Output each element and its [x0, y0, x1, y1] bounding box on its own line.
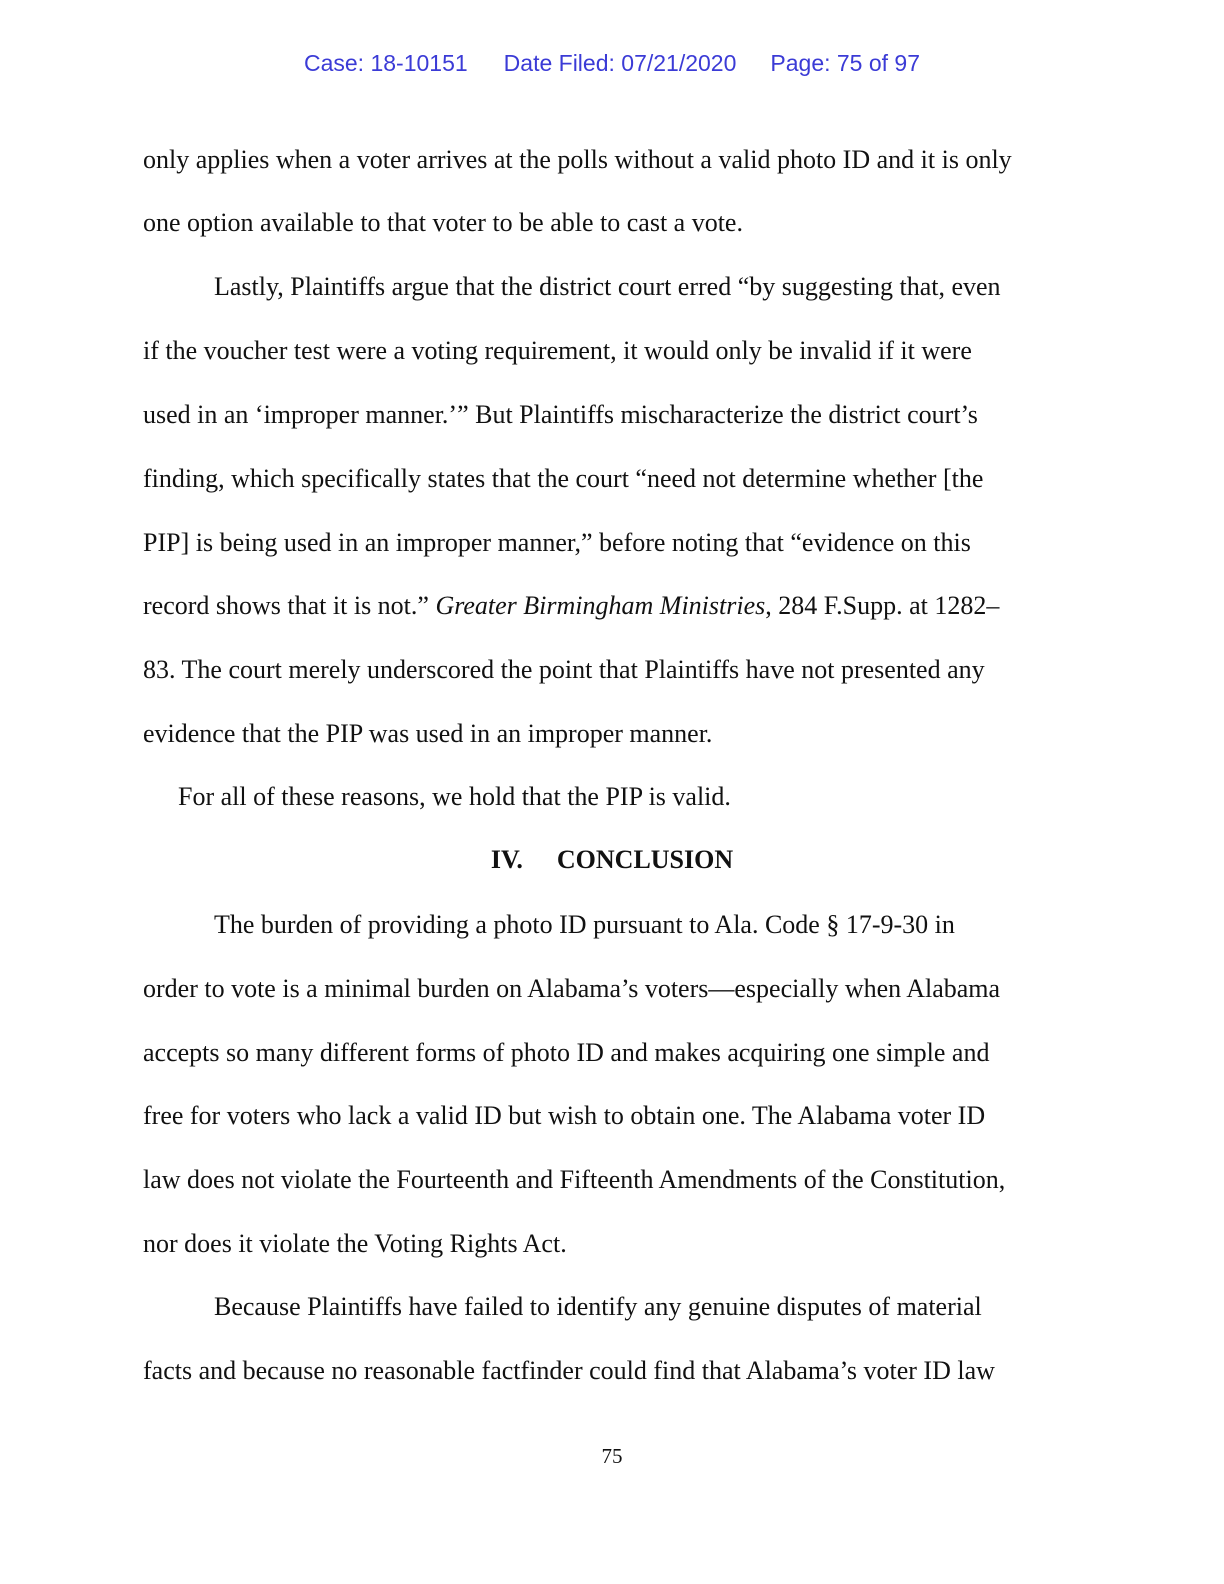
- case-header: [0, 50, 1224, 77]
- citation-lead-text: record shows that it is not.”: [143, 591, 436, 620]
- body-line: only applies when a voter arrives at the polls without a valid photo ID and it is only: [143, 145, 1012, 174]
- conclusion-line: Because Plaintiffs have failed to identify any genuine disputes of material: [214, 1292, 982, 1321]
- conclusion-line: The burden of providing a photo ID pursuant to Ala. Code § 17-9-30 in: [214, 910, 955, 939]
- body-line: evidence that the PIP was used in an improper manner.: [143, 719, 713, 748]
- case-number: Case: 18-10151: [303, 50, 468, 76]
- case-name-citation: Greater Birmingham Ministries: [435, 591, 766, 620]
- conclusion-line: facts and because no reasonable factfinder could find that Alabama’s voter ID law: [143, 1356, 995, 1385]
- conclusion-line: free for voters who lack a valid ID but wish to obtain one. The Alabama voter ID: [143, 1101, 986, 1130]
- page-number: 75: [601, 1444, 623, 1468]
- body-line: Lastly, Plaintiffs argue that the district court erred “by suggesting that, even: [214, 272, 1001, 301]
- citation-tail-text: , 284 F.Supp. at 1282–: [765, 591, 1000, 620]
- conclusion-line: order to vote is a minimal burden on Alabama’s voters—especially when Alabama: [143, 974, 1001, 1003]
- body-line: finding, which specifically states that the court “need not determine whether [the: [143, 464, 984, 493]
- date-filed: Date Filed: 07/21/2020: [503, 50, 737, 76]
- body-line: 83. The court merely underscored the point that Plaintiffs have not presented any: [143, 655, 985, 684]
- body-line-citation: [143, 591, 999, 621]
- body-line: used in an ‘improper manner.’” But Plaintiffs mischaracterize the district court’s: [143, 400, 978, 429]
- section-heading: [0, 845, 1224, 875]
- section-title: CONCLUSION: [556, 845, 734, 874]
- section-number: IV.: [490, 845, 523, 874]
- conclusion-line: accepts so many different forms of photo ID and makes acquiring one simple and: [143, 1038, 990, 1067]
- page-indicator: Page: 75 of 97: [770, 50, 921, 76]
- body-line: PIP] is being used in an improper manner,” before noting that “evidence on this: [143, 528, 971, 557]
- body-line: one option available to that voter to be able to cast a vote.: [143, 208, 743, 237]
- body-line: For all of these reasons, we hold that the PIP is valid.: [178, 782, 731, 811]
- conclusion-line: law does not violate the Fourteenth and Fifteenth Amendments of the Constitution,: [143, 1165, 1006, 1194]
- conclusion-line: nor does it violate the Voting Rights Act.: [143, 1229, 567, 1258]
- body-line: if the voucher test were a voting requirement, it would only be invalid if it were: [143, 336, 972, 365]
